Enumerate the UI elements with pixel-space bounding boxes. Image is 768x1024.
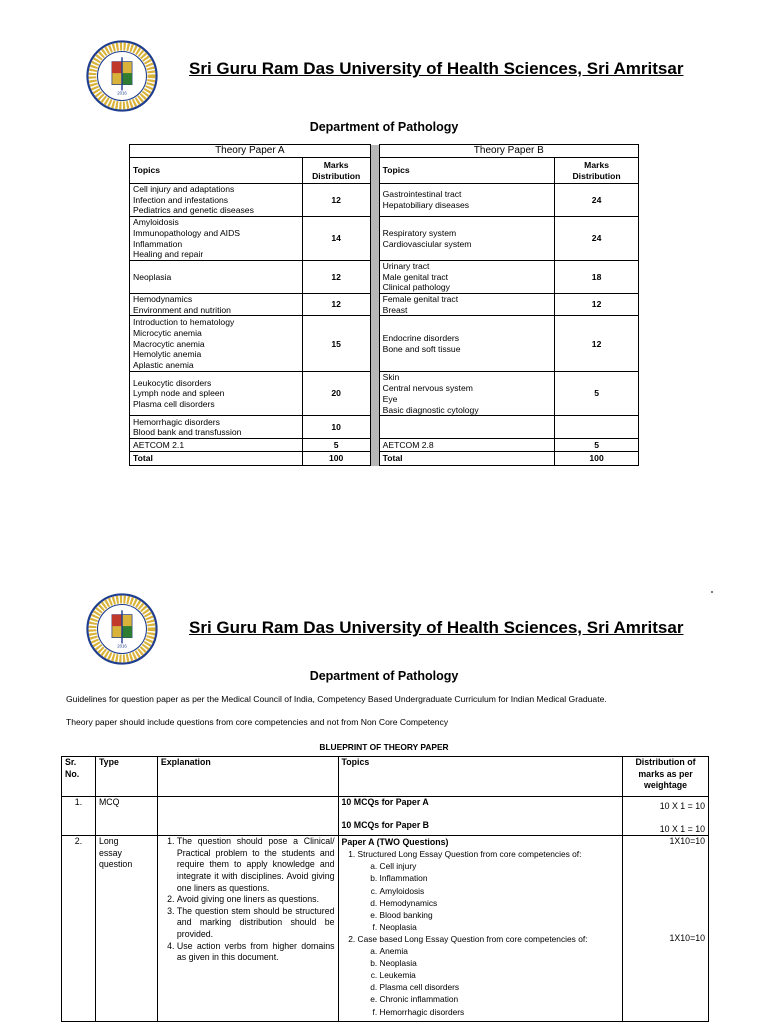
paper-a-topics: Cell injury and adaptations Infection and infestations Pediatrics and genetic diseases xyxy=(130,184,303,217)
competency-item: a. Anemia xyxy=(380,945,619,957)
essay-topics xyxy=(338,836,622,1022)
topics-header-b: Topics xyxy=(379,158,555,184)
university-title: Sri Guru Ram Das University of Health Sciences, Sri Amritsar xyxy=(189,59,684,78)
competency-item: a. Cell injury xyxy=(380,860,619,872)
blueprint-title: BLUEPRINT OF THEORY PAPER xyxy=(319,742,449,752)
mcq-topics: 10 MCQs for Paper A 10 MCQs for Paper B xyxy=(338,797,622,836)
paper-a-header: Theory Paper A xyxy=(130,145,371,158)
paper-a-marks: 5 xyxy=(302,439,370,452)
topic-row xyxy=(130,439,639,452)
logo-year-text: 2016 xyxy=(117,643,127,649)
university-title-2: Sri Guru Ram Das University of Health Sciences, Sri Amritsar xyxy=(189,618,684,637)
mcq-sr: 1. xyxy=(62,797,96,836)
total-label-b: Total xyxy=(379,452,555,466)
paper-a-topics: Hemodynamics Environment and nutrition xyxy=(130,294,303,316)
paper-a-heading: Paper A (TWO Questions) xyxy=(341,837,449,848)
paper-b-marks: 12 xyxy=(555,294,639,316)
competency-item: f. Hemorrhagic disorders xyxy=(380,1006,619,1018)
long-essay-row xyxy=(62,836,709,1022)
explanation-point-4: 4. Use action verbs from higher domains as given in this document. xyxy=(177,941,335,964)
paper-b-marks: 5 xyxy=(555,372,639,416)
paper-a-marks: 12 xyxy=(302,184,370,217)
mcq-distribution: 10 X 1 = 10 10 X 1 = 10 xyxy=(623,797,709,836)
explanation-point-3: 3. The question stem should be structured and marking distribution should be provided. xyxy=(177,906,335,941)
paper-b-header: Theory Paper B xyxy=(379,145,638,158)
paper-a-topics: Leukocytic disorders Lymph node and spleen Plasma cell disorders xyxy=(130,372,303,416)
competency-item: d. Plasma cell disorders xyxy=(380,981,619,993)
competency-item: d. Hemodynamics xyxy=(380,897,619,909)
guidelines-text: Guidelines for question paper as per the Medical Council of India, Competency Based Undergraduate Curriculum for Indian Medical Graduate. xyxy=(66,694,607,704)
paper-b-topics: Respiratory system Cardiovasciular system xyxy=(379,217,555,261)
paper-a-topics: Introduction to hematology Microcytic anemia Macrocytic anemia Hemolytic anemia Aplastic anemia xyxy=(130,316,303,372)
paper-a-topics: Amyloidosis Immunopathology and AIDS Inflammation Healing and repair xyxy=(130,217,303,261)
paper-b-marks: 18 xyxy=(555,260,639,293)
paper-b-marks: 5 xyxy=(555,439,639,452)
competency-item: b. Neoplasia xyxy=(380,957,619,969)
paper-b-topics: AETCOM 2.8 xyxy=(379,439,555,452)
logo-year-text: 2016 xyxy=(117,90,127,96)
theory-note-text: Theory paper should include questions from core competencies and not from Non Core Competency xyxy=(66,717,449,727)
paper-a-marks: 15 xyxy=(302,316,370,372)
paper-a-marks: 12 xyxy=(302,260,370,293)
column-divider xyxy=(370,145,379,466)
paper-a-marks: 12 xyxy=(302,294,370,316)
stray-dot-mark xyxy=(711,591,713,593)
university-logo-seal xyxy=(86,593,158,665)
topics-header: Topics xyxy=(338,757,622,797)
total-marks-b: 100 xyxy=(555,452,639,466)
explanation-header: Explanation xyxy=(157,757,338,797)
paper-b-marks: 24 xyxy=(555,184,639,217)
essay-sr: 2. xyxy=(62,836,96,1022)
distribution-header: Distribution of marks as per weightage xyxy=(623,757,709,797)
topic-row xyxy=(130,316,639,372)
paper-a-marks: 14 xyxy=(302,217,370,261)
explanation-point-1: 1. The question should pose a Clinical/ Practical problem to the students and require them to apply knowledge and integrate it with disciplines. Avoid giving one liners as questions. xyxy=(177,836,335,894)
paper-b-topics: Gastrointestinal tract Hepatobiliary diseases xyxy=(379,184,555,217)
paper-b-topics: Endocrine disorders Bone and soft tissue xyxy=(379,316,555,372)
competency-item: c. Amyloidosis xyxy=(380,885,619,897)
paper-a-marks: 10 xyxy=(302,416,370,439)
topic-row xyxy=(130,294,639,316)
marks-header-b: Marks Distribution xyxy=(555,158,639,184)
blueprint-table xyxy=(61,756,709,1022)
explanation-point-2: 2. Avoid giving one liners as questions. xyxy=(177,894,335,906)
paper-b-marks: 12 xyxy=(555,316,639,372)
paper-b-topics: Female genital tract Breast xyxy=(379,294,555,316)
theory-paper-table xyxy=(129,144,639,466)
paper-a-topics: AETCOM 2.1 xyxy=(130,439,303,452)
university-logo-seal xyxy=(86,40,158,112)
paper-b-topics: Urinary tract Male genital tract Clinical pathology xyxy=(379,260,555,293)
department-title-2: Department of Pathology xyxy=(309,669,459,683)
type-header: Type xyxy=(95,757,157,797)
essay-explanation xyxy=(157,836,338,1022)
competency-item: b. Inflammation xyxy=(380,872,619,884)
essay-type: Long essay question xyxy=(95,836,157,1022)
topic-row xyxy=(130,416,639,439)
mcq-row xyxy=(62,797,709,836)
q1-title: 1. Structured Long Essay Question from core competencies of: a. Cell injury b. Inflammation c. Amyloidosis d. Hemodynamics e. Blood banking f. Neoplasia xyxy=(358,848,619,933)
paper-a-topics: Hemorrhagic disorders Blood bank and transfussion xyxy=(130,416,303,439)
competency-item: e. Chronic inflammation xyxy=(380,993,619,1005)
total-label-a: Total xyxy=(130,452,303,466)
total-row xyxy=(130,452,639,466)
essay-distribution: 1X10=10 1X10=10 xyxy=(623,836,709,1022)
sr-no-header: Sr. No. xyxy=(62,757,96,797)
paper-a-marks: 20 xyxy=(302,372,370,416)
department-title: Department of Pathology xyxy=(309,120,459,134)
competency-item: e. Blood banking xyxy=(380,909,619,921)
paper-b-topics: Skin Central nervous system Eye Basic diagnostic cytology xyxy=(379,372,555,416)
paper-b-marks xyxy=(555,416,639,439)
mcq-explanation xyxy=(157,797,338,836)
paper-b-topics xyxy=(379,416,555,439)
topic-row xyxy=(130,217,639,261)
topic-row xyxy=(130,372,639,416)
mcq-type: MCQ xyxy=(95,797,157,836)
topics-header-a: Topics xyxy=(130,158,303,184)
blueprint-header-row xyxy=(62,757,709,797)
topic-row xyxy=(130,260,639,293)
paper-b-marks: 24 xyxy=(555,217,639,261)
paper-a-topics: Neoplasia xyxy=(130,260,303,293)
total-marks-a: 100 xyxy=(302,452,370,466)
competency-item: c. Leukemia xyxy=(380,969,619,981)
q2-title: 2. Case based Long Essay Question from core competencies of: a. Anemia b. Neoplasia c. Leukemia d. Plasma cell disorders e. Chronic inflammation f. Hemorrhagic disorders xyxy=(358,933,619,1018)
competency-item: f. Neoplasia xyxy=(380,921,619,933)
marks-header-a: Marks Distribution xyxy=(302,158,370,184)
topic-row xyxy=(130,184,639,217)
